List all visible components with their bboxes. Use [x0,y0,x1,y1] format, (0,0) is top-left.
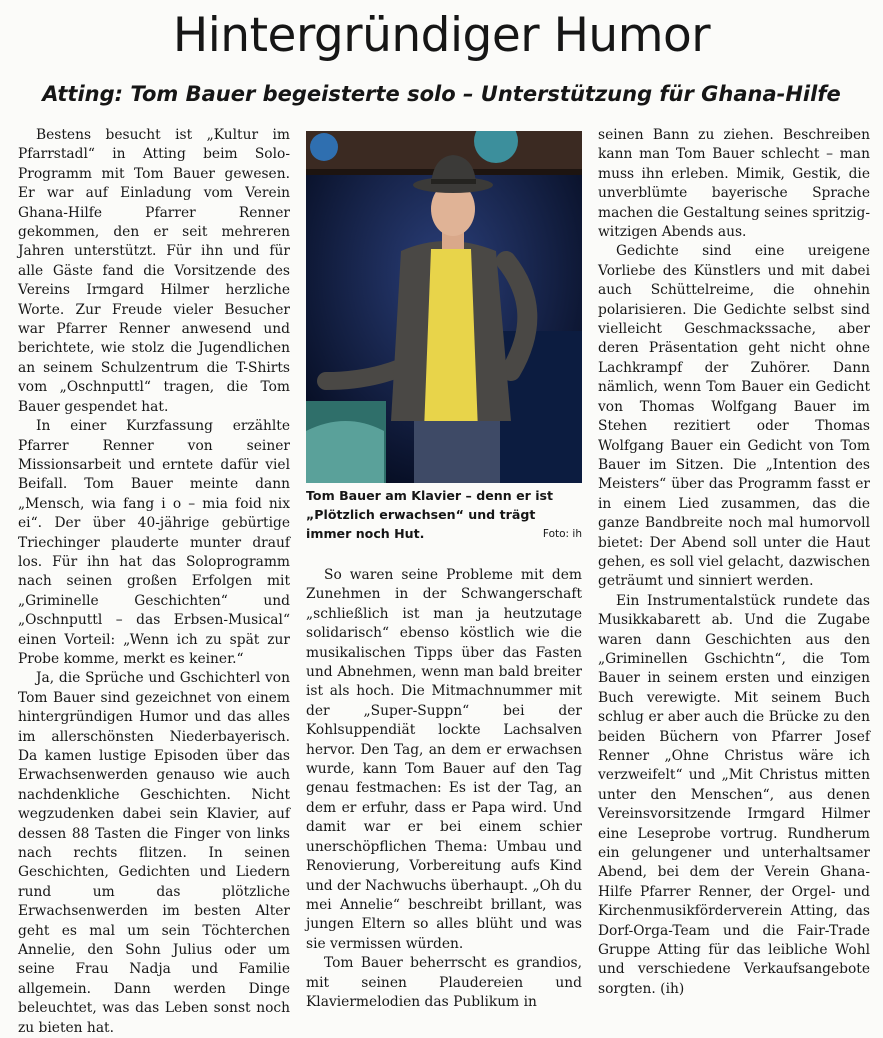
paragraph: Bestens besucht ist „Kultur im Pfarrstadl“ in Atting beim Solo-Programm mit Tom Bauer gewesen. Er war auf Einladung vom Verein Ghana-Hilfe Pfarrer Renner gekommen, den er seit mehreren Jahren unterstützt. Für ihn und für alle Gäste fand die Vorsitzende des Vereins Irmgard Hilmer herzliche Worte. Zur Freude vieler Besucher war Pfarrer Renner anwesend und berichtete, wie stolz die Jugendlichen an seinem Schulzentrum die T-Shirts vom „Oschnputtl“ tragen, die Tom Bauer gespendet hat. [18,127,290,415]
text-column-1 [18,126,290,1038]
performer-photo [306,131,582,483]
subheadline: Atting: Tom Bauer begeisterte solo – Unterstützung für Ghana-Hilfe [42,82,841,106]
paragraph: seinen Bann zu ziehen. Beschreiben kann man Tom Bauer schlecht – man muss ihn erleben. Mimik, Gestik, die unverblümte bayerische Sprache machen die Gestaltung seines spritzig-witzigen Abends aus. [598,127,870,241]
headline: Hintergründiger Humor [172,8,711,63]
text-column-3 [598,126,870,999]
performer-illustration [306,131,582,483]
paragraph: So waren seine Probleme mit dem Zunehmen in der Schwangerschaft „schließlich ist man ja heutzutage solidarisch“ ebenso köstlich wie die musikalischen Tipps über das Fasten und Abnehmen, wenn man bald breiter ist als hoch. Die Mitmachnummer mit der „Super-Suppn“ bei der Kohlsuppendiät lockte Lachsalven hervor. Den Tag, an dem er erwachsen wurde, kann Tom Bauer auf den Tag genau festmachen: Es ist der Tag, an dem er erfuhr, dass er Papa wird. Und damit war er bei einem schier unerschöpflichen Thema: Umbau und Renovierung, Vorbereitung aufs Kind und der Nachwuchs überhaupt. „Oh du mei Annelie“ beschreibt brillant, was jungen Eltern so alles blüht und was sie vermissen würden. [306,567,582,952]
text-column-2 [306,566,582,1012]
caption-text: Tom Bauer am Klavier – denn er ist „Plötzlich erwachsen“ und trägt immer noch Hut. [306,488,554,541]
photo-credit: Foto: ih [542,528,582,540]
paragraph: In einer Kurzfassung erzählte Pfarrer Renner von seiner Missionsarbeit und erntete dafür viel Beifall. Tom Bauer meinte dann „Mensch, wia fang i o – mia foid nix ei“. Der über 40-jährige gebürtige Triechinger plauderte munter drauf los. Für ihn hat das Soloprogramm nach seinen großen Erfolgen mit „Griminelle Geschichten“ und „Oschnputtl – das Erbsen-Musical“ einen Vorteil: „Wenn ich zu spät zur Probe komme, merkt es keiner.“ [18,418,290,667]
paragraph: Ein Instrumentalstück rundete das Musikkabarett ab. Und die Zugabe waren dann Geschichten aus den „Griminellen Gschichtn“, die Tom Bauer in seinem ersten und einzigen Buch verewigte. Mit seinem Buch schlug er aber auch die Brücke zu den beiden Büchern von Pfarrer Josef Renner „Ohne Christus wäre ich verzweifelt“ und „Mit Christus mitten unter den Menschen“, aus denen Vereinsvorsitzende Irmgard Hilmer eine Leseprobe vortrug. Rundherum ein gelungener und unterhaltsamer Abend, bei dem der Verein Ghana-Hilfe Pfarrer Renner, der Orgel- und Kirchenmusikförderverein Atting, das Dorf-Orga-Team und die Fair-Trade Gruppe Atting für das leibliche Wohl und verschiedene Verkaufsangebote sorgten. (ih) [598,592,870,997]
photo-caption [306,486,582,544]
paragraph: Gedichte sind eine ureigene Vorliebe des Künstlers und mit dabei auch Schüttelreime, die ohnehin polarisieren. Die Gedichte selbst sind vielleicht Geschmackssache, aber deren Präsentation geht nicht ohne Lachkrampf der Zuhörer. Dann nämlich, wenn Tom Bauer ein Gedicht von Thomas Wolfgang Bauer im Stehen rezitiert oder Thomas Wolfgang Bauer ein Gedicht von Tom Bauer im Sitzen. Die „Intention des Meisters“ über das Programm fasst er in einem Lied zusammen, das die ganze Bandbreite noch mal humorvoll bietet: Der Abend soll unter die Haut gehen, es soll viel gelacht, dazwischen geträumt und sinniert werden. [598,243,870,590]
paragraph: Ja, die Sprüche und Gschichterl von Tom Bauer sind gezeichnet von einem hintergründigen Humor und das alles im allerschönsten Niederbayerisch. Da kamen lustige Episoden über das Erwachsenwerden genauso wie auch nachdenkliche Geschichten. Nicht wegzudenken dabei sein Klavier, auf dessen 88 Tasten die Finger von links nach rechts flitzen. In seinen Geschichten, Gedichten und Liedern rund um das plötzliche Erwachsenwerden im besten Alter geht es mal um sein Töchterchen Annelie, den Sohn Julius oder um seine Frau Nadja und Familie allgemein. Dann werden Dinge beleuchtet, was das Leben sonst noch zu bieten hat. [18,670,290,1036]
paragraph: Tom Bauer beherrscht es grandios, mit seinen Plaudereien und Klaviermelodien das Publikum in [306,955,582,1010]
